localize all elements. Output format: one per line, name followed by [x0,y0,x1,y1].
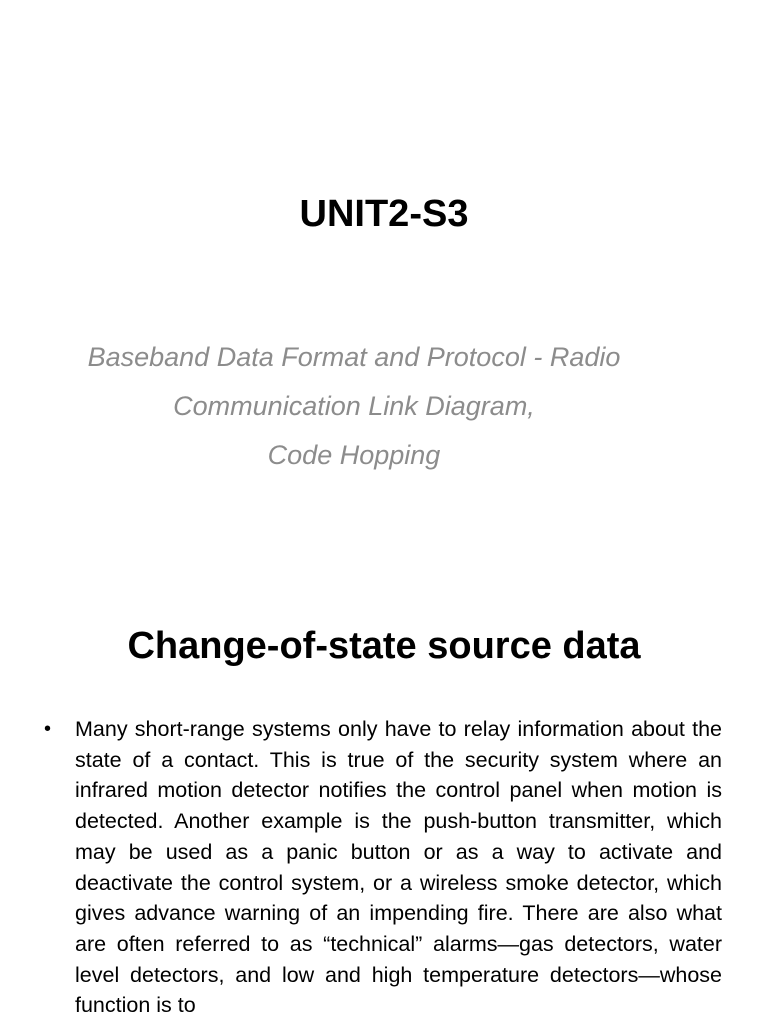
subtitle [30,333,678,480]
bullet-item [44,714,722,1021]
page-title: UNIT2-S3 [299,193,469,235]
subtitle-line: Baseband Data Format and Protocol - Radio [87,342,621,372]
bullet-dot-icon: • [44,718,52,740]
section-heading: Change-of-state source data [127,625,641,667]
subtitle-line: Communication Link Diagram, [173,391,535,421]
bullet-list [44,714,722,1021]
slide-content [0,576,768,1024]
subtitle-line: Code Hopping [267,440,441,470]
bullet-text: Many short-range systems only have to relay information about the state of a contact. This is true of the security system where an infrared motion detector notifies the control panel when motion is detected. Another example is the push-button transmitter, which may be used as a panic button or as a way to activate and deactivate the control system, or a wireless smoke detector, which gives advance warning of an impending fire. There are also what are often referred to as “technical” alarms—gas detectors, water level detectors, and low and high temperature detectors—whose function is to [75,717,722,1018]
